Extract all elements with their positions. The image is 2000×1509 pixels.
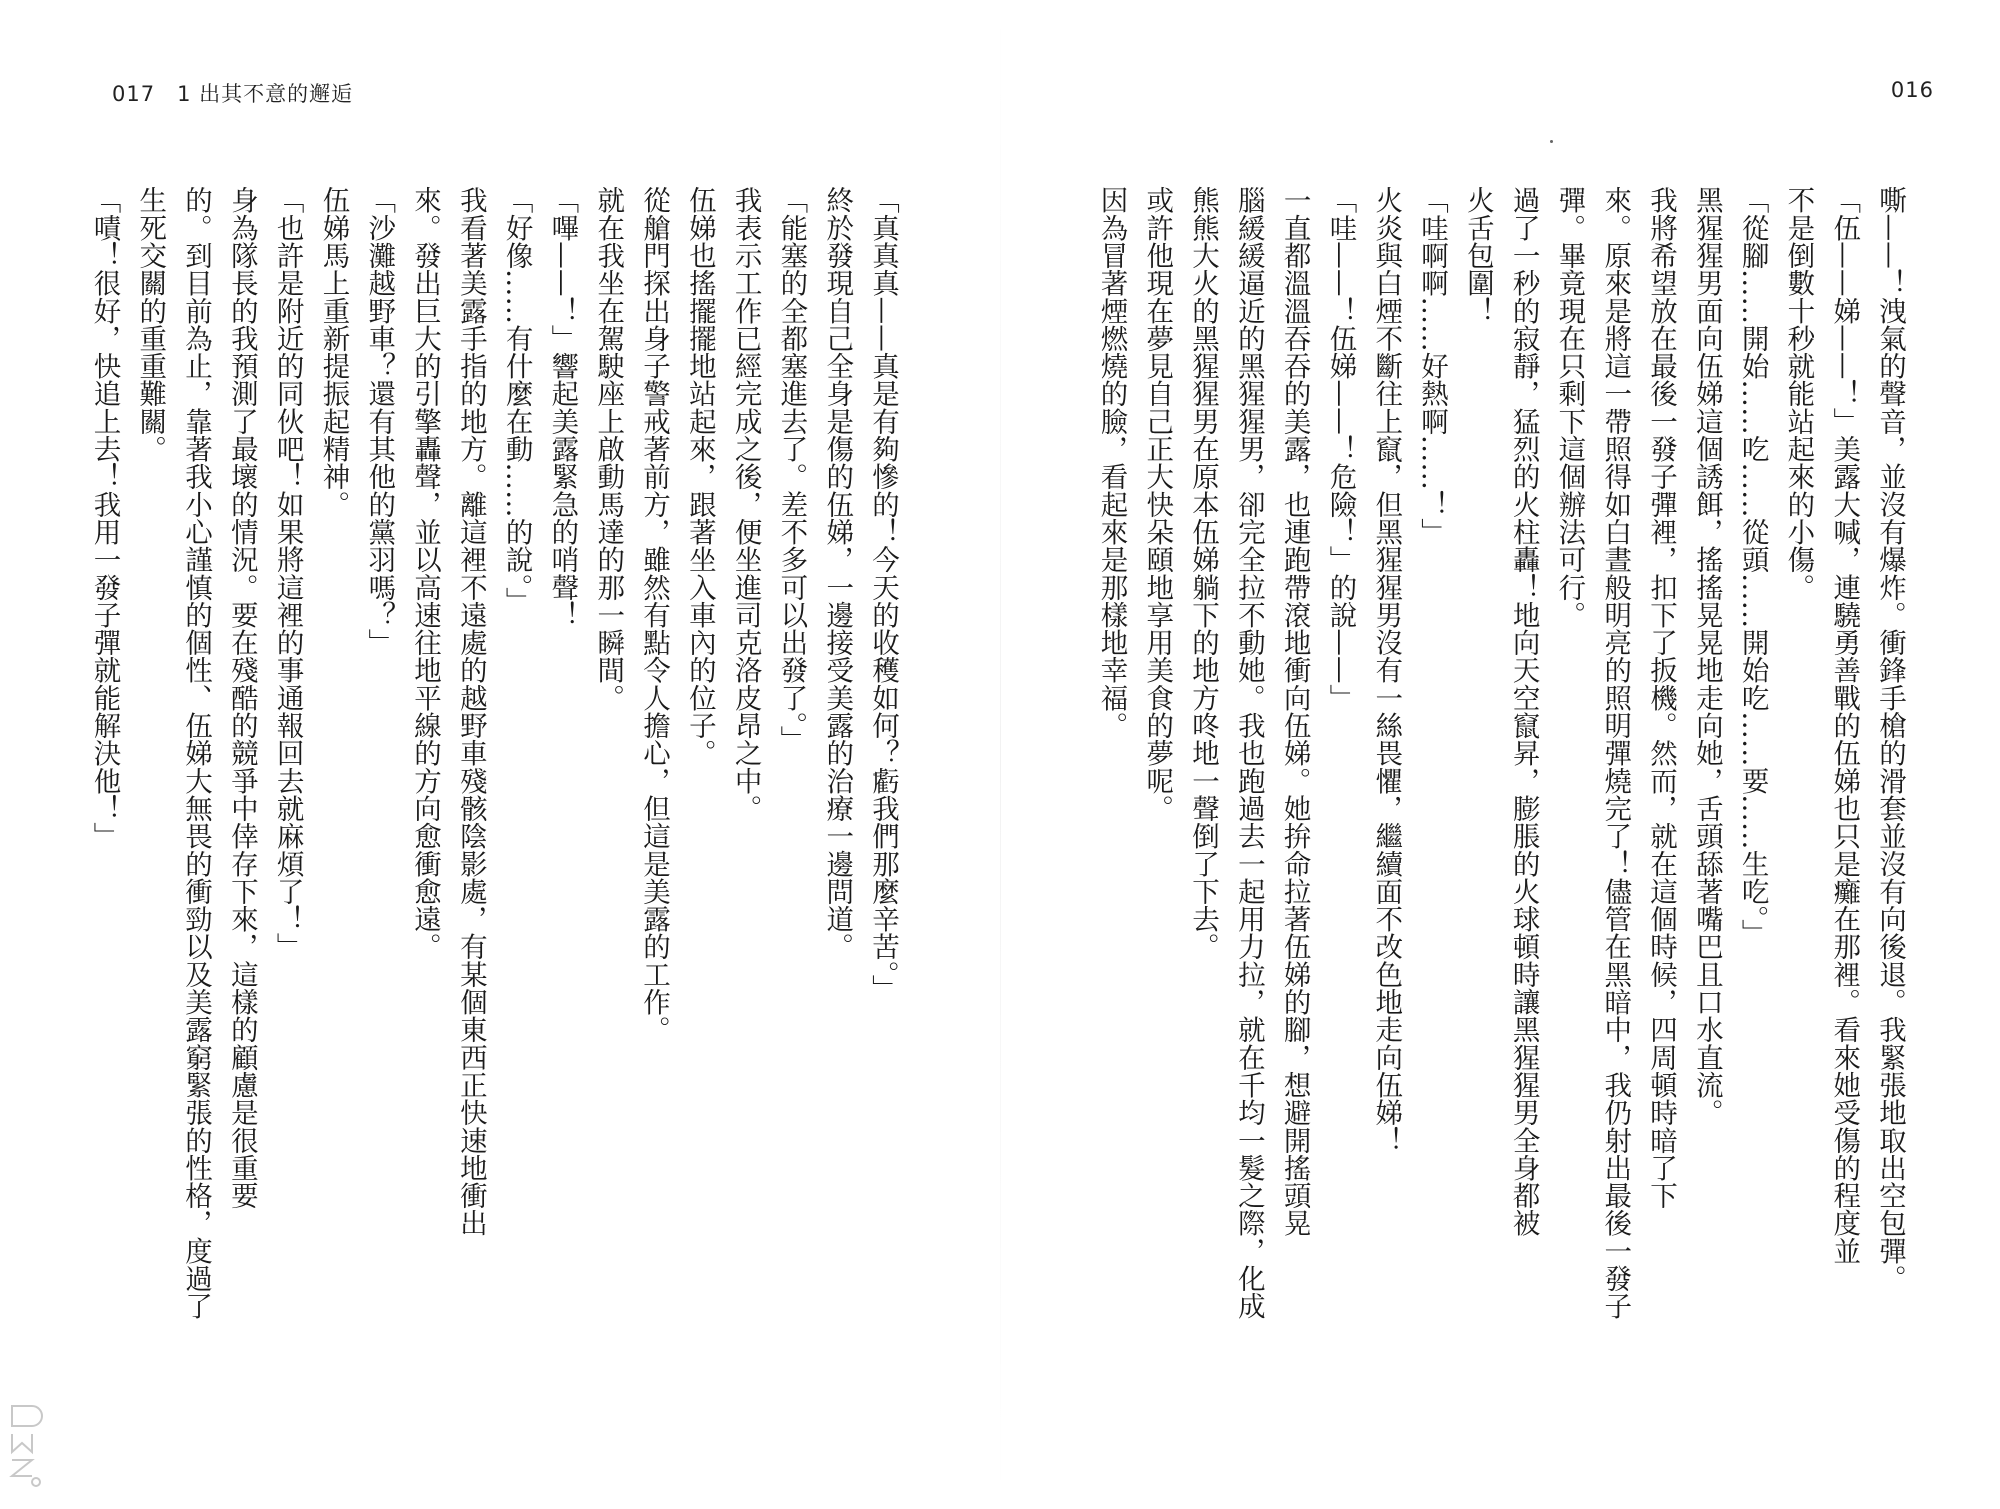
left-page-text-line: 終於發現自己全身是傷的伍娣，一邊接受美露的治療一邊問道。 (821, 186, 854, 961)
left-page-body (88, 186, 905, 1386)
left-page-text-line: 「能塞的全都塞進去了。差不多可以出發了。」 (775, 186, 808, 753)
left-page-text-line: 就在我坐在駕駛座上啟動馬達的那一瞬間。 (592, 186, 625, 712)
right-page-text-line: 來。原來是將這一帶照得如白晝般明亮的照明彈燒完了！儘管在黑暗中，我仍射出最後一發子 (1599, 186, 1632, 1320)
right-page-text-line: 彈。畢竟現在只剩下這個辦法可行。 (1553, 186, 1586, 629)
right-page-text-line: 我將希望放在最後一發子彈裡，扣下了扳機。然而，就在這個時候，四周頓時暗了下 (1645, 186, 1678, 1210)
left-page-text-line: 身為隊長的我預測了最壞的情況。要在殘酷的競爭中倖存下來，這樣的顧慮是很重要 (225, 186, 258, 1210)
left-page-header (112, 78, 353, 108)
right-page-text-line: 或許他現在夢見自己正大快朵頤地享用美食的夢呢。 (1141, 186, 1174, 822)
left-page-text-line: 我看著美露手指的地方。離這裡不遠處的越野車殘骸陰影處，有某個東西正快速地衝出 (454, 186, 487, 1237)
right-page-text-line: 「從腳……開始……吃……從頭……開始吃……要……生吃。」 (1736, 186, 1769, 947)
right-page-body (1095, 186, 1912, 1386)
right-page-text-line: 「哇——！伍娣——！危險！」的說——」 (1324, 186, 1357, 712)
left-page-text-line: 的。到目前為止，靠著我小心謹慎的個性、伍娣大無畏的衝勁以及美露窮緊張的性格，度過了 (180, 186, 213, 1320)
left-page-text-line: 我表示工作已經完成之後，便坐進司克洛皮昂之中。 (729, 186, 762, 822)
left-page-text-line: 「好像……有什麼在動……的說。」 (500, 186, 533, 615)
page-gutter (1000, 0, 1001, 1509)
left-page-text-line: 伍娣馬上重新提振起精神。 (317, 186, 350, 518)
right-page-text-line: 火炎與白煙不斷往上竄，但黑猩猩男沒有一絲畏懼，繼續面不改色地走向伍娣！ (1370, 186, 1403, 1154)
right-page-text-line: 黑猩猩男面向伍娣這個誘餌，搖搖晃晃地走向她，舌頭舔著嘴巴且口水直流。 (1690, 186, 1723, 1127)
left-page-text-line: 「也許是附近的同伙吧！如果將這裡的事通報回去就麻煩了！」 (271, 186, 304, 961)
print-speck (1550, 140, 1553, 143)
right-page-text-line: 熊熊大火的黑猩猩男在原本伍娣躺下的地方咚地一聲倒了下去。 (1187, 186, 1220, 961)
left-page-text-line: 來。發出巨大的引擎轟聲，並以高速往地平線的方向愈衝愈遠。 (409, 186, 442, 961)
right-page-text-line: 火舌包圍！ (1461, 186, 1494, 325)
right-page-text-line: 一直都溫溫吞吞的美露，也連跑帶滾地衝向伍娣。她拚命拉著伍娣的腳，想避開搖頭晃 (1278, 186, 1311, 1237)
right-page-text-line: 因為冒著煙燃燒的臉，看起來是那樣地幸福。 (1095, 186, 1128, 739)
left-page-text-line: 「真真真——真是有夠慘的！今天的收穫如何？虧我們那麼辛苦。」 (867, 186, 899, 1002)
left-page-text-line: 「沙灘越野車？還有其他的黨羽嗎？」 (363, 186, 396, 657)
left-page-text-line: 生死交關的重重難關。 (134, 186, 167, 463)
right-page-text-line: 過了一秒的寂靜，猛烈的火柱轟！地向天空竄昇，膨脹的火球頓時讓黑猩猩男全身都被 (1507, 186, 1540, 1237)
site-watermark-logo (6, 1400, 46, 1490)
right-page-text-line: 「哇啊啊……好熱啊……！」 (1416, 186, 1449, 546)
left-page-text-line: 「嘖！很好，快追上去！我用一發子彈就能解決他！」 (88, 186, 121, 850)
chapter-title: 1 出其不意的邂逅 (177, 82, 354, 106)
right-page-text-line: 「伍——娣——！」美露大喊，連驍勇善戰的伍娣也只是癱在那裡。看來她受傷的程度並 (1828, 186, 1861, 1265)
watermark-icon (12, 1406, 42, 1486)
left-page-text-line: 伍娣也搖擺擺地站起來，跟著坐入車內的位子。 (683, 186, 716, 767)
left-page-text-line: 從艙門探出身子警戒著前方，雖然有點令人擔心，但這是美露的工作。 (638, 186, 671, 1044)
right-page-number: 016 (1890, 78, 1934, 102)
right-page-text-line: 嘶——！洩氣的聲音，並沒有爆炸。衝鋒手槍的滑套並沒有向後退。我緊張地取出空包彈。 (1874, 186, 1906, 1292)
right-page-text-line: 不是倒數十秒就能站起來的小傷。 (1782, 186, 1815, 601)
left-page-text-line: 「嗶——！」響起美露緊急的哨聲！ (546, 186, 579, 629)
right-page-text-line: 腦緩緩逼近的黑猩猩男，卻完全拉不動她。我也跑過去一起用力拉，就在千均一髮之際，化成 (1232, 186, 1265, 1320)
left-page-number: 017 (112, 82, 156, 106)
